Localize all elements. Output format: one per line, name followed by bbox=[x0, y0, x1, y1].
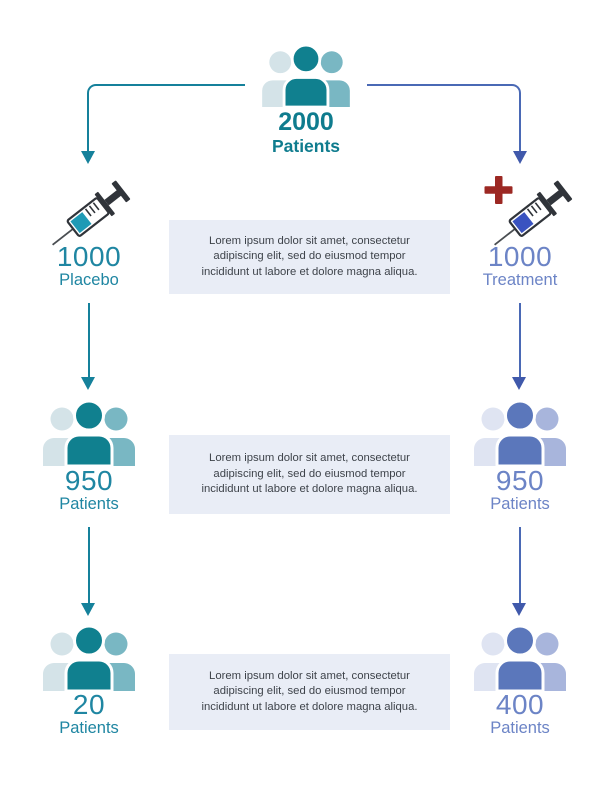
placebo-step2-label: Patients bbox=[59, 495, 119, 513]
connector-treatment-step3 bbox=[519, 527, 522, 604]
note-box-2: Lorem ipsum dolor sit amet, consectetur adipiscing elit, sed do eiusmod tempor incididunt ut labore et dolore magna aliqua. bbox=[169, 435, 450, 514]
connector-placebo-step2 bbox=[88, 303, 91, 378]
arrowhead-treatment-branch bbox=[513, 151, 527, 164]
treatment-step2-label: Patients bbox=[490, 495, 550, 513]
connector-treatment-step2 bbox=[519, 303, 522, 378]
placebo-label: Placebo bbox=[59, 271, 119, 289]
note-box-1: Lorem ipsum dolor sit amet, consectetur adipiscing elit, sed do eiusmod tempor incididunt ut labore et dolore magna aliqua. bbox=[169, 220, 450, 294]
people-group-icon bbox=[260, 46, 352, 107]
placebo-step3-count: 20 bbox=[72, 689, 106, 720]
start-count: 2000 bbox=[278, 108, 334, 136]
people-group-icon bbox=[41, 627, 137, 691]
arrowhead-placebo-branch bbox=[81, 151, 95, 164]
people-group-icon bbox=[41, 402, 137, 466]
placebo-count: 1000 bbox=[56, 241, 122, 272]
connector-start-to-placebo bbox=[87, 84, 245, 152]
arrowhead-placebo-step3 bbox=[81, 603, 95, 616]
connector-start-to-treatment bbox=[367, 84, 521, 152]
people-group-icon bbox=[472, 402, 568, 466]
treatment-label: Treatment bbox=[482, 271, 558, 289]
start-label: Patients bbox=[271, 136, 341, 156]
arrowhead-treatment-step2 bbox=[512, 377, 526, 390]
treatment-step3-count: 400 bbox=[495, 689, 545, 720]
note-box-3: Lorem ipsum dolor sit amet, consectetur adipiscing elit, sed do eiusmod tempor incididunt ut labore et dolore magna aliqua. bbox=[169, 654, 450, 730]
treatment-count: 1000 bbox=[487, 241, 553, 272]
arrowhead-treatment-step3 bbox=[512, 603, 526, 616]
arrowhead-placebo-step2 bbox=[81, 377, 95, 390]
placebo-step2-count: 950 bbox=[64, 465, 114, 496]
people-group-icon bbox=[472, 627, 568, 691]
placebo-step3-label: Patients bbox=[59, 719, 119, 737]
treatment-step3-label: Patients bbox=[490, 719, 550, 737]
treatment-step2-count: 950 bbox=[495, 465, 545, 496]
connector-placebo-step3 bbox=[88, 527, 91, 604]
